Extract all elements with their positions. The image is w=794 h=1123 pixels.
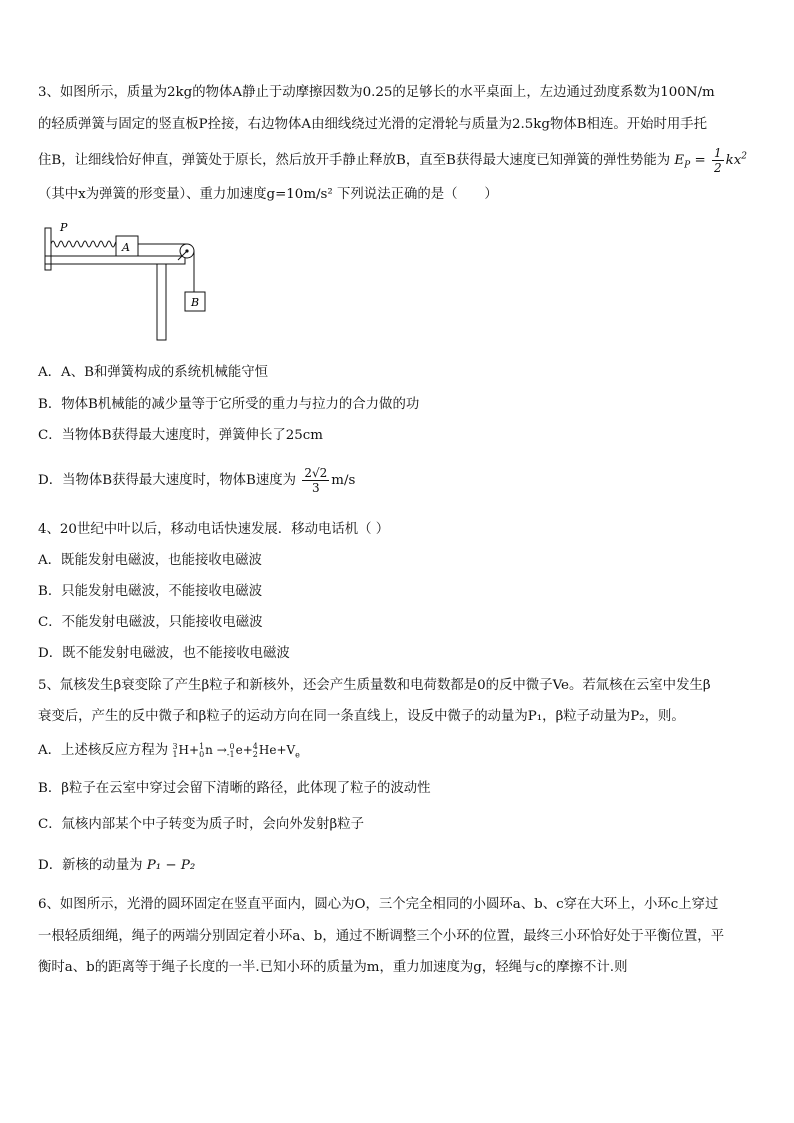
speed-numerator: 2√2 (304, 466, 328, 480)
speed-fraction (302, 466, 329, 495)
q3-line-2: 的轻质弹簧与固定的竖直板P拴接，右边物体A由细线绕过光滑的定滑轮与质量为2.5kg物体B相连。开始时用手托 (38, 117, 708, 132)
v-subscript: e (295, 750, 300, 760)
n-mass-number: 1 (199, 741, 205, 751)
speed-unit: m/s (331, 473, 356, 488)
plus-2: + (242, 743, 253, 757)
momentum-expression: P₁ − P₂ (146, 858, 196, 873)
h-mass-number: 3 (172, 741, 178, 751)
q3-line-1: 3、如图所示，质量为2kg的物体A静止于动摩擦因数为0.25的足够长的水平桌面上，左边通过劲度系数为100N/m (38, 85, 715, 100)
spring-energy-formula (674, 146, 748, 175)
q5-option-a (38, 741, 764, 764)
q3-line-4: （其中x为弹簧的形变量）、重力加速度g=10m/s² 下列说法正确的是（ ） (38, 187, 498, 202)
e-nuclide-numbers (227, 743, 235, 759)
ep-fraction-numerator: 1 (713, 146, 722, 160)
q4-option-d: D．既不能发射电磁波，也不能接收电磁波 (38, 646, 290, 661)
ep-subscript: P (684, 160, 691, 171)
table-leg (157, 264, 166, 340)
q5-option-c: C．氚核内部某个中子转变为质子时，会向外发射β粒子 (38, 817, 364, 832)
q5-line-2: 衰变后，产生的反中微子和β粒子的运动方向在同一条直线上，设反中微子的动量为P₁，β粒子动量为P₂，则。 (38, 709, 685, 724)
q5-line-1: 5、氚核发生β衰变除了产生β粒子和新核外，还会产生质量数和电荷数都是0的反中微子Ve。若氚核在云室中发生β (38, 678, 711, 693)
e-charge-number: -1 (226, 749, 235, 759)
ep-symbol: E (674, 153, 685, 168)
q3-option-b: B．物体B机械能的减少量等于它所受的重力与拉力的合力做的功 (38, 397, 420, 412)
he-symbol: He (258, 743, 277, 757)
q3-option-c: C．当物体B获得最大速度时，弹簧伸长了25cm (38, 428, 323, 443)
ep-half-fraction (712, 146, 724, 175)
q4-stem: 4、20世纪中叶以后，移动电话快速发展．移动电话机（ ） (38, 522, 390, 537)
q5-option-b: B．β粒子在云室中穿过会留下清晰的路径，此体现了粒子的波动性 (38, 781, 431, 796)
q6-line-3: 衡时a、b的距离等于绳子长度的一半.已知小环的质量为m，重力加速度为g，轻绳与c的摩擦不计.则 (38, 960, 628, 975)
q6-line-1: 6、如图所示，光滑的圆环固定在竖直平面内，圆心为O，三个完全相同的小圆环a、b、c穿在大环上，小环c上穿过 (38, 897, 719, 912)
ep-equals: = (694, 153, 706, 168)
q3-option-d (38, 464, 764, 498)
q4-option-a: A．既能发射电磁波，也能接收电磁波 (38, 553, 262, 568)
h-charge-number: 1 (172, 749, 178, 759)
nuclear-reaction-equation (172, 741, 300, 760)
label-b: B (191, 296, 200, 309)
n-symbol: n (205, 743, 213, 757)
e-symbol: e (235, 743, 243, 757)
q3-option-d-text: D．当物体B获得最大速度时，物体B速度为 (38, 473, 297, 488)
he-mass-number: 4 (252, 741, 258, 751)
q6-line-2: 一根轻质细绳，绳子的两端分别固定着小环a、b，通过不断调整三个小环的位置，最终三小环恰好处于平衡位置，平 (38, 929, 725, 944)
v-symbol: V (286, 743, 296, 757)
q5-option-a-text: A．上述核反应方程为 (38, 743, 169, 758)
plus-1: + (189, 743, 200, 757)
ep-exponent: 2 (741, 151, 748, 162)
he-charge-number: 2 (252, 749, 258, 759)
q3-line-3 (38, 146, 764, 175)
label-a: A (122, 241, 130, 254)
q5-option-d (38, 857, 764, 875)
n-charge-number: 0 (199, 749, 205, 759)
he-nuclide-numbers (253, 743, 258, 759)
ep-kx: kx (725, 153, 742, 168)
plus-3: + (276, 743, 287, 757)
reaction-arrow: → (216, 743, 227, 757)
q3-line-3-text: 住B，让细线恰好伸直，弹簧处于原长，然后放开手静止释放B，直至B获得最大速度已知弹簧的弹性势能为 (38, 153, 671, 168)
ep-fraction-denominator: 2 (713, 161, 722, 175)
h-symbol: H (178, 743, 190, 757)
q3-option-a: A．A、B和弹簧构成的系统机械能守恒 (38, 365, 269, 380)
speed-denominator: 3 (311, 481, 320, 495)
q4-option-b: B．只能发射电磁波，不能接收电磁波 (38, 584, 263, 599)
q4-option-c: C．不能发射电磁波，只能接收电磁波 (38, 615, 263, 630)
h-nuclide-numbers (172, 743, 177, 759)
q5-option-d-text: D．新核的动量为 (38, 858, 143, 873)
spring-pulley-figure (40, 220, 210, 345)
n-nuclide-numbers (199, 743, 204, 759)
label-p: P (60, 221, 68, 234)
table-top (45, 256, 185, 264)
e-mass-number: 0 (229, 741, 235, 751)
